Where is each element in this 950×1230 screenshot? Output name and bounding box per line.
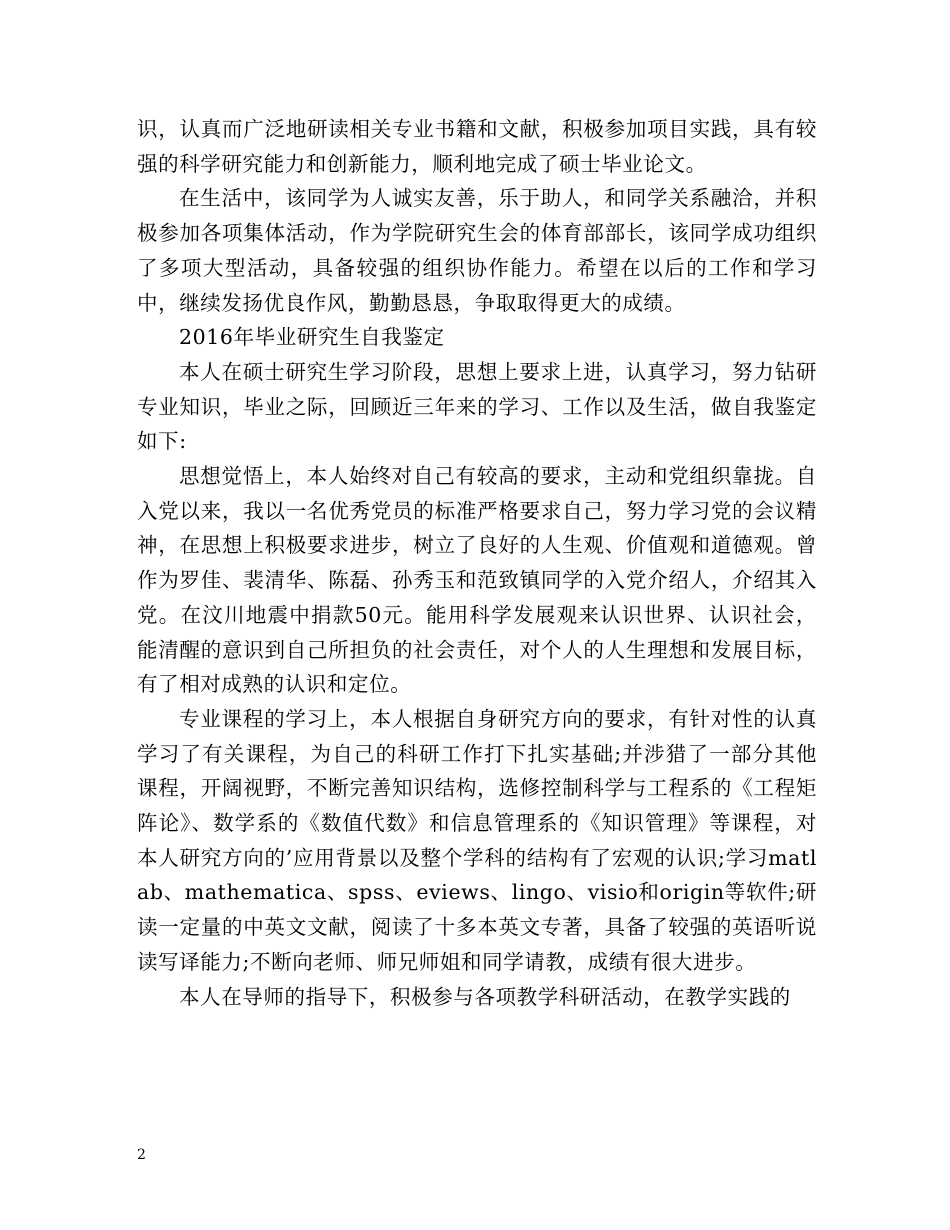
paragraph: 在生活中，该同学为人诚实友善，乐于助人，和同学关系融洽，并积极参加各项集体活动，作为学院研究生会的体育部部长，该同学成功组织了多项大型活动，具备较强的组织协作能力。希望在以后的工作和学习中，继续发扬优良作风，勤勤恳恳，争取取得更大的成绩。 (137, 186, 817, 315)
section-heading: 2016年毕业研究生自我鉴定 (179, 325, 445, 350)
paragraph: 专业课程的学习上，本人根据自身研究方向的要求，有针对性的认真学习了有关课程，为自己的科研工作打下扎实基础;并涉猎了一部分其他课程，开阔视野，不断完善知识结构，选修控制科学与工程系的《工程矩阵论》、数学系的《数值代数》和信息管理系的《知识管理》等课程，对本人研究方向的’应用背景以及整个学科的结构有了宏观的认识;学习matlab、mathematica、spss、eviews、lingo、visio和origin等软件;研读一定量的中英文文献，阅读了十多本英文专著，具备了较强的英语听说读写译能力;不断向老师、师兄师姐和同学请教，成绩有很大进步。 (137, 706, 817, 974)
document-body (137, 112, 817, 1014)
page-number: 2 (137, 1147, 146, 1163)
paragraph: 识，认真而广泛地研读相关专业书籍和文献，积极参加项目实践，具有较强的科学研究能力和创新能力，顺利地完成了硕士毕业论文。 (137, 117, 817, 176)
paragraph: 本人在导师的指导下，积极参与各项教学科研活动，在教学实践的 (179, 984, 791, 1009)
paragraph: 思想觉悟上，本人始终对自己有较高的要求，主动和党组织靠拢。自入党以来，我以一名优秀党员的标准严格要求自己，努力学习党的会议精神，在思想上积极要求进步，树立了良好的人生观、价值观和道德观。曾作为罗佳、裴清华、陈磊、孙秀玉和范致镇同学的入党介绍人，介绍其入党。在汶川地震中捐款50元。能用科学发展观来认识世界、认识社会，能清醒的意识到自己所担负的社会责任，对个人的人生理想和发展目标，有了相对成熟的认识和定位。 (137, 464, 817, 697)
paragraph: 本人在硕士研究生学习阶段，思想上要求上进，认真学习，努力钻研专业知识，毕业之际，回顾近三年来的学习、工作以及生活，做自我鉴定如下: (137, 359, 817, 454)
